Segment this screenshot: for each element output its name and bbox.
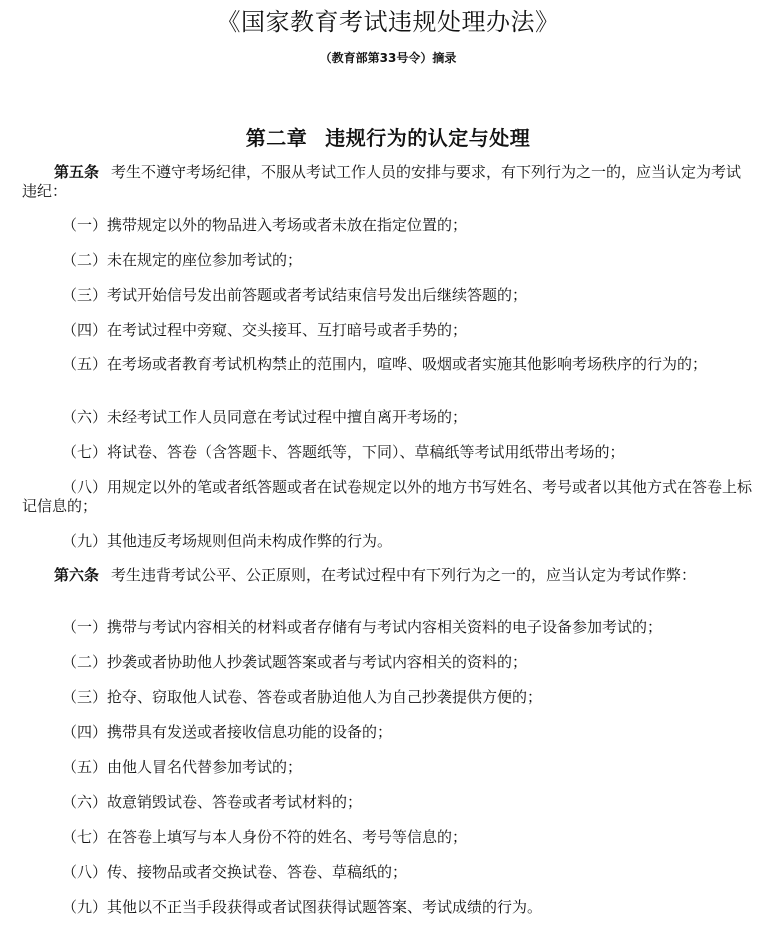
article-6-paragraph [22, 566, 756, 585]
article-5-item: （六）未经考试工作人员同意在考试过程中擅自离开考场的； [62, 408, 468, 426]
article-6-text: 考生违背考试公平、公正原则，在考试过程中有下列行为之一的，应当认定为考试作弊： [111, 566, 697, 584]
article-5-label: 第五条 [54, 163, 100, 181]
article-6-item: （六）故意销毁试卷、答卷或者考试材料的； [62, 793, 363, 811]
document-title: 《国家教育考试违规处理办法》 [216, 8, 560, 36]
article-5-item: （八）用规定以外的笔或者纸答题或者在试卷规定以外的地方书写姓名、考号或者以其他方式在答卷上标记信息的； [22, 478, 753, 515]
article-5-item: （三）考试开始信号发出前答题或者考试结束信号发出后继续答题的； [62, 286, 528, 304]
chapter-title: 违规行为的认定与处理 [325, 126, 531, 150]
article-5-item: （七）将试卷、答卷（含答题卡、答题纸等，下同）、草稿纸等考试用纸带出考场的； [62, 443, 625, 461]
article-6-item: （三）抢夺、窃取他人试卷、答卷或者胁迫他人为自己抄袭提供方便的； [62, 688, 543, 706]
chapter-number: 第二章 [245, 126, 308, 150]
article-5-text: 考生不遵守考场纪律，不服从考试工作人员的安排与要求，有下列行为之一的，应当认定为考试违纪： [22, 163, 742, 200]
article-5-item: （二）未在规定的座位参加考试的； [62, 251, 303, 269]
article-5-item: （五）在考场或者教育考试机构禁止的范围内，喧哗、吸烟或者实施其他影响考场秩序的行为的； [62, 355, 708, 373]
article-6-item: （五）由他人冒名代替参加考试的； [62, 758, 303, 776]
article-6-item: （二）抄袭或者协助他人抄袭试题答案或者与考试内容相关的资料的； [62, 653, 528, 671]
article-6-item: （四）携带具有发送或者接收信息功能的设备的； [62, 723, 393, 741]
article-6-item: （七）在答卷上填写与本人身份不符的姓名、考号等信息的； [62, 828, 468, 846]
article-5-item: （一）携带规定以外的物品进入考场或者未放在指定位置的； [62, 216, 468, 234]
article-5-item: （九）其他违反考场规则但尚未构成作弊的行为。 [62, 532, 393, 550]
article-6-item: （九）其他以不正当手段获得或者试图获得试题答案、考试成绩的行为。 [62, 898, 543, 916]
article-5-paragraph [22, 163, 756, 201]
document-subtitle: （教育部第33号令）摘录 [319, 51, 457, 65]
chapter-heading [0, 122, 776, 151]
article-6-label: 第六条 [54, 566, 100, 584]
article-6-item: （一）携带与考试内容相关的材料或者存储有与考试内容相关资料的电子设备参加考试的； [62, 618, 663, 636]
article-6-item: （八）传、接物品或者交换试卷、答卷、草稿纸的； [62, 863, 408, 881]
article-5-item: （四）在考试过程中旁窥、交头接耳、互打暗号或者手势的； [62, 321, 468, 339]
